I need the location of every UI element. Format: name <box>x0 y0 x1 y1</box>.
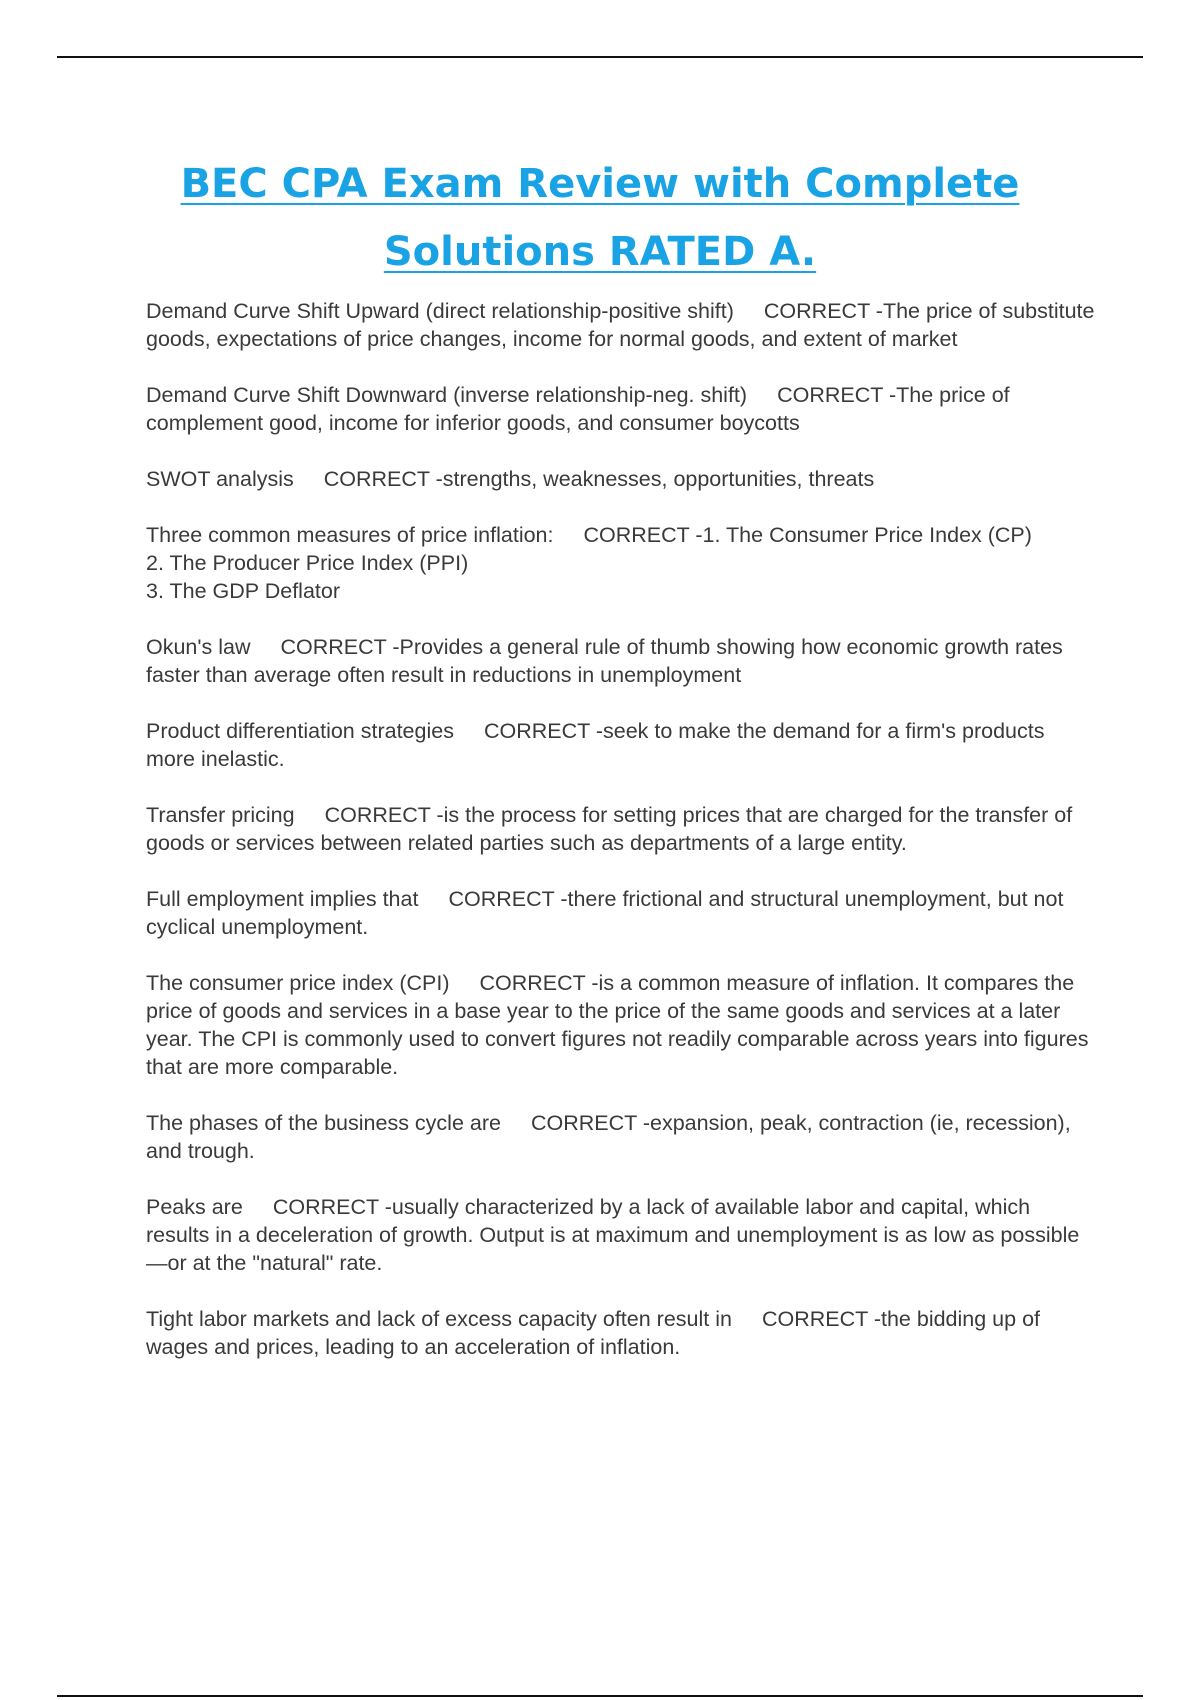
qa-item <box>146 969 1096 1081</box>
qa-item <box>146 717 1096 773</box>
qa-term: Three common measures of price inflation: <box>146 523 554 547</box>
qa-answer: CORRECT -Provides a general rule of thumb showing how economic growth rates faster than average often result in reductions in unemployment <box>146 635 1063 687</box>
qa-answer: CORRECT -usually characterized by a lack of available labor and capital, which results in a deceleration of growth. Output is at maximum and unemployment is as low as possible—or at the "natural" rate. <box>146 1195 1080 1275</box>
qa-answer: CORRECT -1. The Consumer Price Index (CP) 2. The Producer Price Index (PPI) 3. The GDP Deflator <box>146 523 1032 603</box>
qa-item <box>146 297 1096 353</box>
qa-term: Demand Curve Shift Upward (direct relationship-positive shift) <box>146 299 734 323</box>
qa-item <box>146 1193 1096 1277</box>
qa-item <box>146 633 1096 689</box>
qa-item <box>146 885 1096 941</box>
qa-answer: CORRECT -there frictional and structural unemployment, but not cyclical unemployment. <box>146 887 1064 939</box>
qa-term: The consumer price index (CPI) <box>146 971 450 995</box>
qa-item <box>146 465 1096 493</box>
qa-answer: CORRECT -is a common measure of inflation. It compares the price of goods and services in a base year to the price of the same goods and services at a later year. The CPI is commonly used to convert figures not readily comparable across years into figures that are more comparable. <box>146 971 1089 1079</box>
qa-term: Product differentiation strategies <box>146 719 454 743</box>
qa-answer: CORRECT -the bidding up of wages and prices, leading to an acceleration of inflation. <box>146 1307 1040 1359</box>
header-rule <box>57 56 1143 58</box>
qa-term: Demand Curve Shift Downward (inverse relationship-neg. shift) <box>146 383 748 407</box>
qa-answer: CORRECT -seek to make the demand for a firm's products more inelastic. <box>146 719 1045 771</box>
footer-rule <box>57 1695 1143 1697</box>
qa-term: Peaks are <box>146 1195 243 1219</box>
qa-term: Okun's law <box>146 635 251 659</box>
document-title <box>150 150 1050 286</box>
qa-term: Full employment implies that <box>146 887 419 911</box>
qa-term: Tight labor markets and lack of excess capacity often result in <box>146 1307 732 1331</box>
qa-term: SWOT analysis <box>146 467 294 491</box>
qa-list <box>146 297 1096 1389</box>
qa-item <box>146 1305 1096 1361</box>
title-line-1: BEC CPA Exam Review with Complete <box>180 161 1020 207</box>
qa-item <box>146 381 1096 437</box>
qa-item <box>146 801 1096 857</box>
title-line-2: Solutions RATED A. <box>383 229 817 275</box>
qa-item <box>146 1109 1096 1165</box>
qa-answer: CORRECT -strengths, weaknesses, opportunities, threats <box>323 467 875 491</box>
qa-answer: CORRECT -The price of substitute goods, expectations of price changes, income for normal goods, and extent of market <box>146 299 1095 351</box>
qa-term: Transfer pricing <box>146 803 295 827</box>
qa-term: The phases of the business cycle are <box>146 1111 501 1135</box>
qa-answer: CORRECT -expansion, peak, contraction (ie, recession), and trough. <box>146 1111 1071 1163</box>
qa-answer: CORRECT -is the process for setting prices that are charged for the transfer of goods or services between related parties such as departments of a large entity. <box>146 803 1073 855</box>
qa-answer: CORRECT -The price of complement good, income for inferior goods, and consumer boycotts <box>146 383 1010 435</box>
qa-item <box>146 521 1096 605</box>
